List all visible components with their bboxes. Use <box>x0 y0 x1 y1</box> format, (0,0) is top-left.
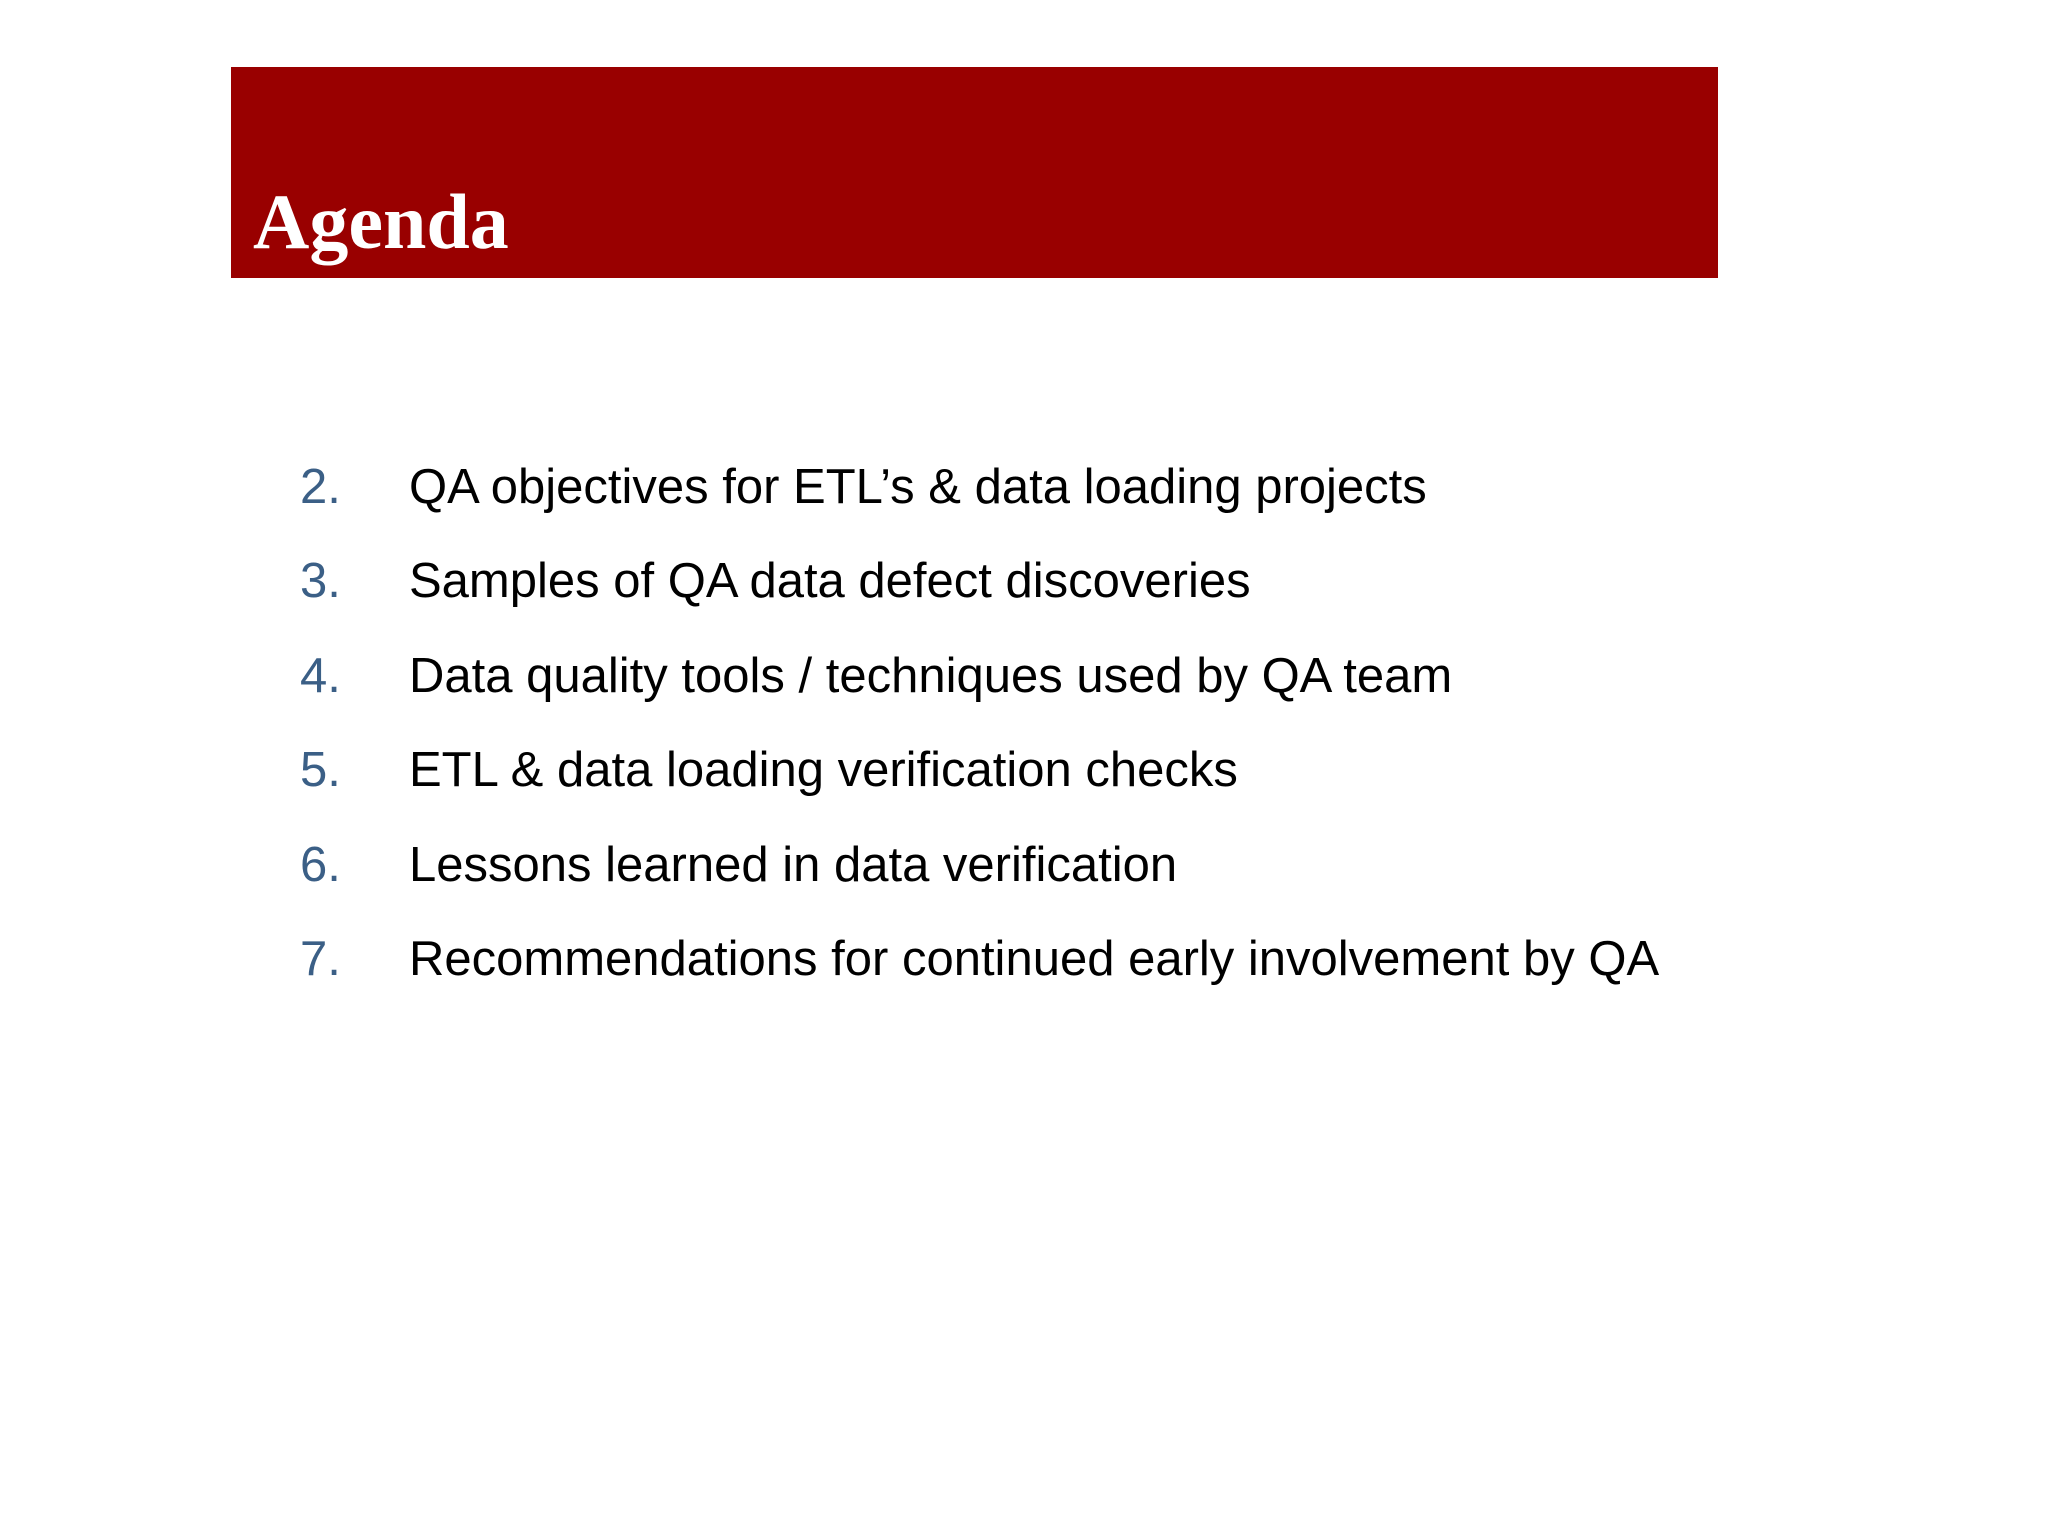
title-bar <box>231 67 1718 278</box>
slide-title: Agenda <box>253 178 509 265</box>
agenda-item-text: QA objectives for ETL’s & data loading projects <box>409 460 1427 514</box>
agenda-item <box>300 738 1659 832</box>
agenda-item-text: ETL & data loading verification checks <box>409 743 1238 798</box>
agenda-item <box>300 644 1659 738</box>
agenda-item-number: 3. <box>300 554 341 609</box>
agenda-list <box>300 455 1659 1021</box>
agenda-item-text: Lessons learned in data verification <box>409 837 1178 892</box>
agenda-item <box>300 549 1659 643</box>
agenda-item-text: Recommendations for continued early involvement by QA <box>409 931 1660 986</box>
agenda-item-text: Data quality tools / techniques used by QA team <box>409 648 1453 703</box>
agenda-item-text: Samples of QA data defect discoveries <box>409 554 1251 609</box>
agenda-item <box>300 927 1659 1021</box>
agenda-item <box>300 455 1659 549</box>
agenda-item-number: 2. <box>300 460 341 514</box>
agenda-item-number: 5. <box>300 743 341 798</box>
agenda-item-number: 6. <box>300 837 341 892</box>
agenda-item <box>300 833 1659 927</box>
agenda-item-number: 7. <box>300 931 341 986</box>
agenda-item-number: 4. <box>300 648 341 703</box>
